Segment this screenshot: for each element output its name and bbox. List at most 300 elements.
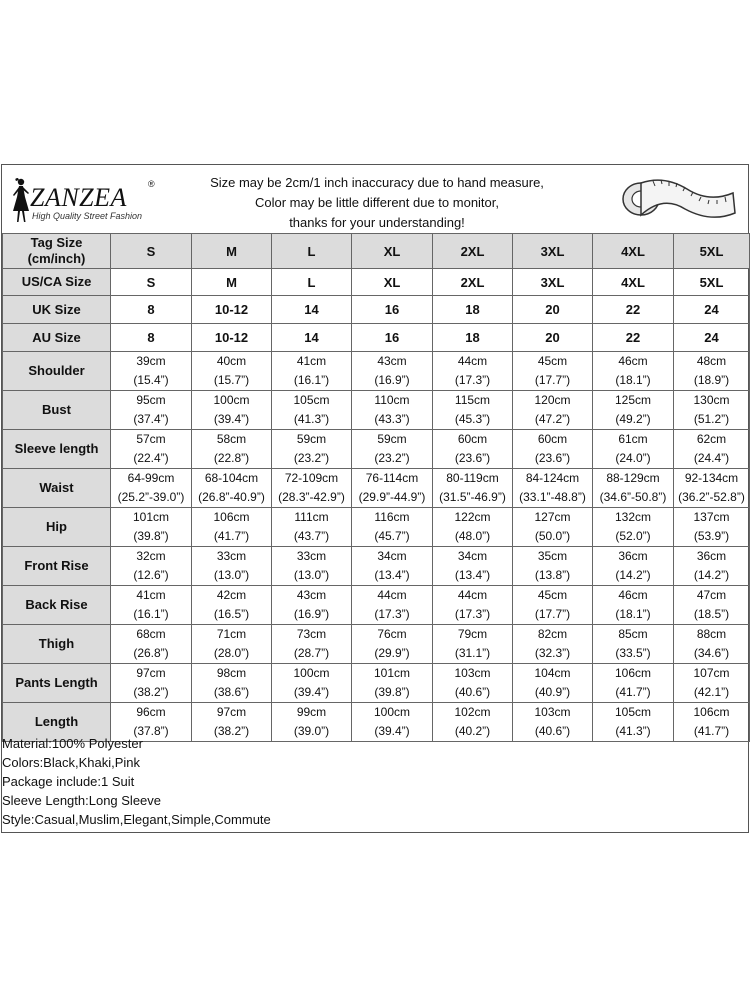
inch-value: (38.6”) bbox=[213, 685, 250, 699]
inch-value: (17.7”) bbox=[534, 607, 571, 621]
row-label: Back Rise bbox=[3, 586, 111, 625]
size-cell: 5XL bbox=[674, 269, 750, 296]
row-label: AU Size bbox=[3, 324, 111, 352]
measurement-cell bbox=[111, 664, 192, 703]
cm-value: 36cm bbox=[696, 549, 727, 563]
cm-value: 101cm bbox=[132, 510, 170, 524]
measurement-cell bbox=[674, 352, 750, 391]
inch-value: (36.2”-52.8”) bbox=[678, 490, 745, 504]
measurement-cell bbox=[352, 430, 433, 469]
cm-value: 127cm bbox=[534, 510, 571, 524]
size-cell: 3XL bbox=[513, 269, 593, 296]
measurement-cell bbox=[192, 508, 272, 547]
size-header-row bbox=[3, 234, 750, 269]
inch-value: (18.1”) bbox=[615, 373, 651, 387]
fashion-model-figure-icon bbox=[10, 177, 32, 223]
inch-value: (16.9”) bbox=[374, 373, 410, 387]
cm-value: 34cm bbox=[377, 549, 407, 563]
measurement-cell bbox=[352, 391, 433, 430]
inch-value: (29.9”) bbox=[374, 646, 410, 660]
inch-value: (50.0”) bbox=[534, 529, 571, 543]
inch-value: (18.9”) bbox=[693, 373, 730, 387]
measurement-cell bbox=[433, 664, 513, 703]
inch-value: (33.1”-48.8”) bbox=[519, 490, 586, 504]
cm-value: 68cm bbox=[136, 627, 166, 641]
cm-value: 103cm bbox=[454, 666, 491, 680]
measurement-cell bbox=[111, 625, 192, 664]
cm-value: 110cm bbox=[374, 393, 410, 407]
row-label: Shoulder bbox=[3, 352, 111, 391]
cm-value: 106cm bbox=[614, 666, 652, 680]
cm-value: 42cm bbox=[216, 588, 247, 602]
measurement-cell bbox=[352, 469, 433, 508]
cm-value: 96cm bbox=[136, 705, 166, 719]
measurement-row bbox=[3, 547, 750, 586]
inch-value: (13.4”) bbox=[374, 568, 410, 582]
size-table bbox=[2, 233, 750, 742]
cm-value: 106cm bbox=[693, 705, 730, 719]
measurement-cell bbox=[593, 508, 674, 547]
size-cell: 3XL bbox=[513, 234, 593, 269]
measurement-cell bbox=[593, 391, 674, 430]
measurement-cell bbox=[593, 586, 674, 625]
cm-value: 58cm bbox=[216, 432, 247, 446]
row-label: Length bbox=[3, 703, 111, 742]
inch-value: (18.5”) bbox=[693, 607, 730, 621]
row-label: Thigh bbox=[3, 625, 111, 664]
measurement-cell bbox=[111, 430, 192, 469]
package-info: Package include:1 Suit bbox=[2, 774, 135, 789]
measurement-row bbox=[3, 625, 750, 664]
measurement-cell bbox=[352, 586, 433, 625]
cm-value: 100cm bbox=[373, 705, 411, 719]
cm-value: 62cm bbox=[696, 432, 727, 446]
measurement-cell bbox=[192, 547, 272, 586]
cm-value: 101cm bbox=[373, 666, 411, 680]
size-cell: 2XL bbox=[433, 269, 513, 296]
inch-value: (16.9”) bbox=[293, 607, 330, 621]
cm-value: 44cm bbox=[377, 588, 407, 602]
measurement-cell bbox=[272, 586, 352, 625]
row-label: Waist bbox=[3, 469, 111, 508]
inch-value: (13.0”) bbox=[293, 568, 330, 582]
measurement-cell bbox=[272, 508, 352, 547]
size-cell: S bbox=[111, 234, 192, 269]
notice-line: Color may be little different due to monitor, bbox=[255, 195, 499, 210]
cm-value: 88-129cm bbox=[606, 471, 660, 485]
size-cell: 24 bbox=[674, 324, 750, 352]
size-header-row bbox=[3, 296, 750, 324]
cm-value: 46cm bbox=[618, 588, 648, 602]
measurement-cell bbox=[674, 664, 750, 703]
measurement-cell bbox=[674, 391, 750, 430]
measurement-row bbox=[3, 508, 750, 547]
cm-value: 43cm bbox=[296, 588, 327, 602]
size-cell: 8 bbox=[111, 296, 192, 324]
cm-value: 76cm bbox=[377, 627, 407, 641]
cm-value: 76-114cm bbox=[365, 471, 419, 485]
inch-value: (13.4”) bbox=[454, 568, 491, 582]
measurement-cell bbox=[352, 664, 433, 703]
inch-value: (13.8”) bbox=[534, 568, 571, 582]
cm-value: 103cm bbox=[534, 705, 571, 719]
cm-value: 102cm bbox=[454, 705, 491, 719]
cm-value: 44cm bbox=[457, 354, 488, 368]
cm-value: 99cm bbox=[296, 705, 327, 719]
cm-value: 130cm bbox=[693, 393, 730, 407]
inch-value: (13.0”) bbox=[213, 568, 250, 582]
measurement-cell bbox=[433, 391, 513, 430]
measurement-cell bbox=[352, 547, 433, 586]
cm-value: 44cm bbox=[457, 588, 488, 602]
inch-value: (18.1”) bbox=[615, 607, 651, 621]
inch-value: (26.8”) bbox=[133, 646, 169, 660]
measurement-cell bbox=[352, 352, 433, 391]
size-cell: 22 bbox=[593, 296, 674, 324]
cm-value: 64-99cm bbox=[127, 471, 175, 485]
inch-value: (32.3”) bbox=[534, 646, 571, 660]
cm-value: 32cm bbox=[136, 549, 166, 563]
size-cell: 4XL bbox=[593, 269, 674, 296]
size-header-row bbox=[3, 269, 750, 296]
measurement-cell bbox=[272, 625, 352, 664]
cm-value: 97cm bbox=[216, 705, 247, 719]
inch-value: (45.7”) bbox=[374, 529, 410, 543]
measurement-cell bbox=[513, 391, 593, 430]
measurement-cell bbox=[593, 547, 674, 586]
size-cell: 18 bbox=[433, 296, 513, 324]
size-cell: L bbox=[272, 234, 352, 269]
inch-value: (24.0”) bbox=[615, 451, 651, 465]
row-label: Front Rise bbox=[3, 547, 111, 586]
size-cell: 14 bbox=[272, 324, 352, 352]
brand-name: ZANZEA bbox=[30, 183, 127, 212]
cm-value: 132cm bbox=[614, 510, 652, 524]
inch-value: (41.7”) bbox=[693, 724, 730, 738]
cm-value: 71cm bbox=[216, 627, 247, 641]
measurement-cell bbox=[674, 625, 750, 664]
measurement-cell bbox=[433, 547, 513, 586]
inch-value: (39.8”) bbox=[374, 685, 410, 699]
measurement-cell bbox=[593, 664, 674, 703]
inch-value: (41.7”) bbox=[213, 529, 250, 543]
size-cell: 16 bbox=[352, 324, 433, 352]
measurement-cell bbox=[433, 352, 513, 391]
inch-value: (43.3”) bbox=[374, 412, 410, 426]
measurement-cell bbox=[674, 469, 750, 508]
size-cell: 4XL bbox=[593, 234, 674, 269]
inch-value: (12.6”) bbox=[133, 568, 169, 582]
inch-value: (40.6”) bbox=[454, 685, 491, 699]
inch-value: (14.2”) bbox=[615, 568, 651, 582]
size-cell: 14 bbox=[272, 296, 352, 324]
measurement-cell bbox=[111, 469, 192, 508]
inch-value: (39.0”) bbox=[293, 724, 330, 738]
measurement-row bbox=[3, 469, 750, 508]
measurement-cell bbox=[674, 547, 750, 586]
measurement-notice bbox=[192, 173, 562, 233]
size-cell: 10-12 bbox=[192, 324, 272, 352]
size-cell: 10-12 bbox=[192, 296, 272, 324]
measurement-cell bbox=[513, 547, 593, 586]
row-label: Bust bbox=[3, 391, 111, 430]
cm-value: 104cm bbox=[534, 666, 571, 680]
size-cell: 18 bbox=[433, 324, 513, 352]
inch-value: (43.7”) bbox=[293, 529, 330, 543]
cm-value: 46cm bbox=[618, 354, 648, 368]
notice-line: Size may be 2cm/1 inch inaccuracy due to hand measure, bbox=[210, 175, 544, 190]
inch-value: (45.3”) bbox=[454, 412, 491, 426]
colors-info: Colors:Black,Khaki,Pink bbox=[2, 755, 140, 770]
measurement-cell bbox=[272, 547, 352, 586]
inch-value: (16.5”) bbox=[213, 607, 250, 621]
measurement-cell bbox=[111, 352, 192, 391]
size-cell: XL bbox=[352, 269, 433, 296]
registered-mark: ® bbox=[148, 179, 155, 189]
size-cell: 22 bbox=[593, 324, 674, 352]
cm-value: 60cm bbox=[457, 432, 488, 446]
measurement-cell bbox=[272, 352, 352, 391]
inch-value: (28.3”-42.9”) bbox=[278, 490, 345, 504]
size-cell: 5XL bbox=[674, 234, 750, 269]
inch-value: (39.4”) bbox=[213, 412, 250, 426]
inch-value: (51.2”) bbox=[693, 412, 730, 426]
row-label: Tag Size (cm/inch) bbox=[3, 234, 111, 269]
cm-value: 95cm bbox=[136, 393, 166, 407]
measurement-cell bbox=[192, 469, 272, 508]
measurement-row bbox=[3, 664, 750, 703]
cm-value: 120cm bbox=[534, 393, 571, 407]
inch-value: (25.2”-39.0”) bbox=[117, 490, 185, 504]
measurement-cell bbox=[272, 391, 352, 430]
inch-value: (17.3”) bbox=[374, 607, 410, 621]
measurement-cell bbox=[593, 625, 674, 664]
inch-value: (17.3”) bbox=[454, 373, 491, 387]
cm-value: 125cm bbox=[614, 393, 652, 407]
inch-value: (48.0”) bbox=[454, 529, 491, 543]
cm-value: 92-134cm bbox=[684, 471, 739, 485]
size-cell: 24 bbox=[674, 296, 750, 324]
cm-value: 43cm bbox=[377, 354, 407, 368]
inch-value: (23.6”) bbox=[534, 451, 571, 465]
product-info bbox=[2, 734, 742, 829]
row-label: UK Size bbox=[3, 296, 111, 324]
inch-value: (47.2”) bbox=[534, 412, 571, 426]
inch-value: (39.4”) bbox=[293, 685, 330, 699]
row-label: Hip bbox=[3, 508, 111, 547]
size-cell: 8 bbox=[111, 324, 192, 352]
inch-value: (23.6”) bbox=[454, 451, 491, 465]
cm-value: 72-109cm bbox=[284, 471, 339, 485]
cm-value: 100cm bbox=[213, 393, 250, 407]
cm-value: 105cm bbox=[614, 705, 652, 719]
size-cell: XL bbox=[352, 234, 433, 269]
row-label: Sleeve length bbox=[3, 430, 111, 469]
measurement-cell bbox=[192, 625, 272, 664]
inch-value: (23.2”) bbox=[293, 451, 330, 465]
cm-value: 80-119cm bbox=[446, 471, 499, 485]
inch-value: (34.6”-50.8”) bbox=[599, 490, 667, 504]
row-label: Pants Length bbox=[3, 664, 111, 703]
size-cell: M bbox=[192, 234, 272, 269]
inch-value: (37.8”) bbox=[133, 724, 169, 738]
size-chart-frame bbox=[1, 164, 749, 833]
cm-value: 41cm bbox=[136, 588, 166, 602]
cm-value: 61cm bbox=[618, 432, 648, 446]
measurement-cell bbox=[674, 508, 750, 547]
measurement-cell bbox=[593, 430, 674, 469]
inch-value: (15.4”) bbox=[133, 373, 169, 387]
measurement-row bbox=[3, 430, 750, 469]
measurement-cell bbox=[433, 586, 513, 625]
cm-value: 59cm bbox=[296, 432, 327, 446]
cm-value: 73cm bbox=[296, 627, 327, 641]
inch-value: (14.2”) bbox=[693, 568, 730, 582]
measurement-cell bbox=[513, 664, 593, 703]
inch-value: (22.8”) bbox=[213, 451, 250, 465]
inch-value: (49.2”) bbox=[615, 412, 651, 426]
measurement-cell bbox=[111, 391, 192, 430]
cm-value: 100cm bbox=[293, 666, 330, 680]
inch-value: (41.3”) bbox=[615, 724, 651, 738]
cm-value: 41cm bbox=[296, 354, 327, 368]
cm-value: 116cm bbox=[374, 510, 410, 524]
inch-value: (29.9”-44.9”) bbox=[358, 490, 426, 504]
measurement-cell bbox=[433, 430, 513, 469]
cm-value: 36cm bbox=[618, 549, 648, 563]
cm-value: 84-124cm bbox=[525, 471, 580, 485]
measurement-row bbox=[3, 352, 750, 391]
size-cell: 20 bbox=[513, 296, 593, 324]
inch-value: (53.9”) bbox=[693, 529, 730, 543]
inch-value: (31.1”) bbox=[454, 646, 491, 660]
cm-value: 39cm bbox=[136, 354, 166, 368]
size-cell: L bbox=[272, 269, 352, 296]
inch-value: (41.7”) bbox=[615, 685, 651, 699]
inch-value: (31.5”-46.9”) bbox=[439, 490, 506, 504]
inch-value: (33.5”) bbox=[615, 646, 651, 660]
measurement-cell bbox=[352, 625, 433, 664]
cm-value: 97cm bbox=[136, 666, 166, 680]
cm-value: 122cm bbox=[454, 510, 491, 524]
measurement-cell bbox=[513, 508, 593, 547]
cm-value: 107cm bbox=[693, 666, 730, 680]
cm-value: 111cm bbox=[294, 510, 329, 524]
inch-value: (24.4”) bbox=[693, 451, 730, 465]
measurement-cell bbox=[593, 352, 674, 391]
measurement-cell bbox=[272, 664, 352, 703]
inch-value: (38.2”) bbox=[213, 724, 250, 738]
cm-value: 59cm bbox=[377, 432, 407, 446]
measurement-row bbox=[3, 586, 750, 625]
inch-value: (15.7”) bbox=[213, 373, 250, 387]
measurement-cell bbox=[513, 586, 593, 625]
cm-value: 82cm bbox=[537, 627, 568, 641]
cm-value: 33cm bbox=[296, 549, 327, 563]
measurement-cell bbox=[111, 586, 192, 625]
inch-value: (22.4”) bbox=[133, 451, 169, 465]
size-cell: M bbox=[192, 269, 272, 296]
measurement-cell bbox=[674, 430, 750, 469]
inch-value: (16.1”) bbox=[293, 373, 330, 387]
inch-value: (16.1”) bbox=[133, 607, 169, 621]
measurement-cell bbox=[513, 625, 593, 664]
row-label: US/CA Size bbox=[3, 269, 111, 296]
size-cell: S bbox=[111, 269, 192, 296]
cm-value: 106cm bbox=[213, 510, 250, 524]
inch-value: (39.8”) bbox=[133, 529, 169, 543]
cm-value: 105cm bbox=[293, 393, 330, 407]
size-cell: 2XL bbox=[433, 234, 513, 269]
cm-value: 68-104cm bbox=[204, 471, 259, 485]
measuring-tape-icon bbox=[619, 169, 737, 229]
measurement-cell bbox=[674, 586, 750, 625]
measurement-cell bbox=[352, 508, 433, 547]
brand-tagline: High Quality Street Fashion bbox=[32, 211, 143, 221]
inch-value: (17.7”) bbox=[534, 373, 571, 387]
measurement-cell bbox=[192, 664, 272, 703]
cm-value: 115cm bbox=[454, 393, 491, 407]
cm-value: 34cm bbox=[457, 549, 488, 563]
cm-value: 60cm bbox=[537, 432, 568, 446]
measurement-cell bbox=[192, 586, 272, 625]
sleeve-length-info: Sleeve Length:Long Sleeve bbox=[2, 793, 162, 808]
cm-value: 85cm bbox=[618, 627, 648, 641]
style-info: Style:Casual,Muslim,Elegant,Simple,Commute bbox=[2, 812, 271, 827]
measurement-row bbox=[3, 391, 750, 430]
measurement-cell bbox=[111, 547, 192, 586]
inch-value: (38.2”) bbox=[133, 685, 169, 699]
inch-value: (42.1”) bbox=[693, 685, 730, 699]
cm-value: 57cm bbox=[136, 432, 166, 446]
inch-value: (40.2”) bbox=[454, 724, 491, 738]
size-cell: 16 bbox=[352, 296, 433, 324]
material-info: Material:100% Polyester bbox=[2, 736, 143, 751]
measurement-cell bbox=[192, 352, 272, 391]
inch-value: (39.4”) bbox=[374, 724, 410, 738]
measurement-cell bbox=[513, 469, 593, 508]
inch-value: (37.4”) bbox=[133, 412, 169, 426]
inch-value: (52.0”) bbox=[615, 529, 651, 543]
measurement-cell bbox=[433, 469, 513, 508]
inch-value: (23.2”) bbox=[374, 451, 410, 465]
cm-value: 137cm bbox=[693, 510, 730, 524]
measurement-cell bbox=[272, 469, 352, 508]
inch-value: (41.3”) bbox=[293, 412, 330, 426]
measurement-cell bbox=[513, 352, 593, 391]
measurement-cell bbox=[111, 508, 192, 547]
cm-value: 47cm bbox=[696, 588, 727, 602]
cm-value: 33cm bbox=[216, 549, 247, 563]
notice-line: thanks for your understanding! bbox=[289, 215, 465, 230]
size-cell: 20 bbox=[513, 324, 593, 352]
cm-value: 88cm bbox=[696, 627, 727, 641]
size-chart-header bbox=[2, 165, 748, 234]
measurement-cell bbox=[192, 391, 272, 430]
measurement-cell bbox=[272, 430, 352, 469]
measurement-cell bbox=[513, 430, 593, 469]
cm-value: 48cm bbox=[696, 354, 727, 368]
cm-value: 45cm bbox=[537, 588, 568, 602]
inch-value: (28.0”) bbox=[213, 646, 250, 660]
inch-value: (40.9”) bbox=[534, 685, 571, 699]
cm-value: 98cm bbox=[216, 666, 247, 680]
measurement-cell bbox=[433, 508, 513, 547]
inch-value: (17.3”) bbox=[454, 607, 491, 621]
inch-value: (26.8”-40.9”) bbox=[198, 490, 265, 504]
inch-value: (34.6”) bbox=[693, 646, 730, 660]
cm-value: 40cm bbox=[216, 354, 247, 368]
